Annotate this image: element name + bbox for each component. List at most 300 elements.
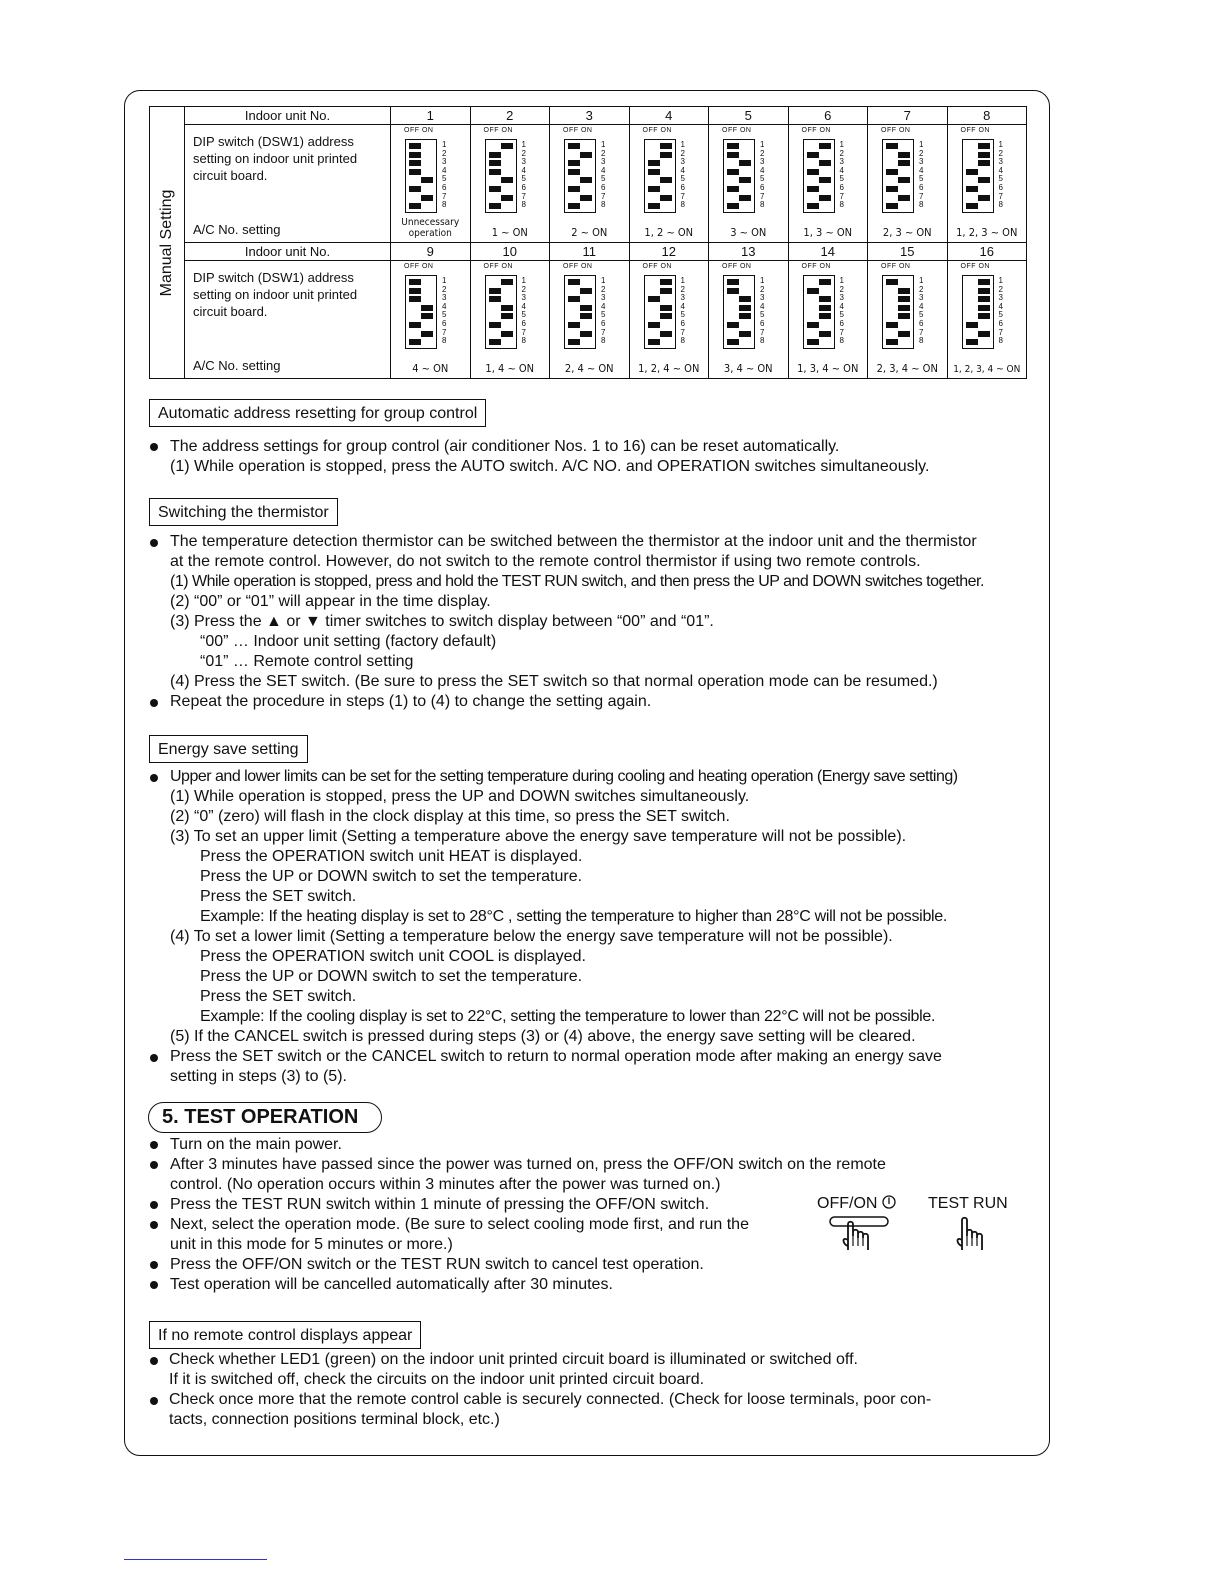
dip-switch-knob bbox=[489, 152, 501, 158]
dip-cell bbox=[868, 261, 948, 379]
offon-header: OFF ON bbox=[642, 263, 672, 270]
dip-switch-position bbox=[568, 152, 592, 158]
dip-switch-knob bbox=[966, 169, 978, 175]
dip-switch-position bbox=[489, 186, 513, 192]
ac-no-setting-value: 2, 4 ~ ON bbox=[564, 362, 614, 375]
switch-number: 3 bbox=[998, 157, 1003, 167]
dip-switch-position bbox=[807, 288, 831, 294]
bullet-icon bbox=[150, 1141, 158, 1149]
dip-cell bbox=[470, 261, 550, 379]
switch-number: 3 bbox=[839, 293, 844, 303]
unit-number: 5 bbox=[709, 107, 789, 125]
switch-number: 4 bbox=[839, 165, 844, 175]
switch-number: 2 bbox=[680, 148, 685, 158]
no-display-line: Check whether LED1 (green) on the indoor unit printed circuit board is illuminated or switched off. bbox=[169, 1351, 858, 1368]
dip-cell bbox=[550, 261, 630, 379]
dip-switch-position bbox=[807, 322, 831, 328]
unit-number: 3 bbox=[550, 107, 630, 125]
dip-switch-position bbox=[648, 152, 672, 158]
dip-switch-knob bbox=[819, 296, 831, 302]
unit-number: 8 bbox=[947, 107, 1027, 125]
switch-number: 3 bbox=[919, 157, 924, 167]
dip-switch-graphic bbox=[471, 125, 550, 225]
offon-header: OFF ON bbox=[801, 127, 831, 134]
switch-number: 7 bbox=[521, 191, 526, 201]
testrun-switch-label: TEST RUN bbox=[928, 1195, 1008, 1212]
dip-switch-position bbox=[409, 169, 433, 175]
dip-switch-knob bbox=[898, 177, 910, 183]
dip-cell bbox=[629, 261, 709, 379]
dip-switch-knob bbox=[409, 169, 421, 175]
switch-number: 4 bbox=[680, 301, 685, 311]
description-line: circuit board. bbox=[193, 168, 268, 183]
dip-switch-position bbox=[966, 288, 990, 294]
dip-switch-position bbox=[966, 313, 990, 319]
dip-cell bbox=[947, 261, 1027, 379]
dip-switch-knob bbox=[807, 152, 819, 158]
bullet-icon bbox=[150, 539, 158, 547]
switch-number: 3 bbox=[760, 157, 765, 167]
dip-cell bbox=[550, 125, 630, 243]
dip-switch-knob bbox=[727, 279, 739, 285]
switch-number: 7 bbox=[680, 191, 685, 201]
unit-number: 9 bbox=[391, 243, 471, 261]
switch-number: 4 bbox=[839, 301, 844, 311]
dip-switch-knob bbox=[568, 339, 580, 345]
dip-switch-knob bbox=[580, 305, 592, 311]
dip-switch-knob bbox=[501, 279, 513, 285]
ac-no-setting-value: Unnecessary operation bbox=[401, 217, 460, 239]
energy-line: (1) While operation is stopped, press the UP and DOWN switches simultaneously. bbox=[170, 788, 750, 805]
dip-switch-knob bbox=[886, 322, 898, 328]
dip-switch-graphic bbox=[868, 125, 947, 225]
switch-number: 5 bbox=[839, 310, 844, 320]
dip-switch-knob bbox=[886, 203, 898, 209]
dip-switch-knob bbox=[409, 186, 421, 192]
dip-switch-position bbox=[648, 339, 672, 345]
switch-number: 5 bbox=[998, 310, 1003, 320]
dip-switch-knob bbox=[421, 195, 433, 201]
dip-switch-graphic bbox=[709, 125, 788, 225]
dip-switch-knob bbox=[409, 203, 421, 209]
dip-switch-knob bbox=[978, 143, 990, 149]
offon-header: OFF ON bbox=[960, 263, 990, 270]
switch-number: 6 bbox=[998, 183, 1003, 192]
dip-switch-graphic bbox=[630, 261, 709, 361]
bullet-icon bbox=[150, 1397, 158, 1405]
dip-switch-position bbox=[966, 169, 990, 175]
unit-number: 7 bbox=[868, 107, 948, 125]
offon-header: OFF ON bbox=[404, 127, 434, 134]
ac-no-setting-value: 4 ~ ON bbox=[412, 362, 449, 375]
dip-switch-graphic bbox=[948, 125, 1027, 225]
dip-description bbox=[185, 125, 391, 243]
dip-switch-knob bbox=[886, 339, 898, 345]
switch-number: 7 bbox=[919, 191, 924, 201]
bullet-icon bbox=[150, 1161, 158, 1169]
dip-switch-knob bbox=[978, 152, 990, 158]
dip-switch-position bbox=[409, 322, 433, 328]
dip-switch-knob bbox=[409, 160, 421, 166]
dip-switch-knob bbox=[409, 143, 421, 149]
ac-no-setting-value: 1, 4 ~ ON bbox=[485, 362, 535, 375]
ac-no-setting-value: 2 ~ ON bbox=[571, 226, 608, 239]
dip-switch-position bbox=[807, 195, 831, 201]
dip-switch-graphic bbox=[868, 261, 947, 361]
dip-switch-position bbox=[409, 305, 433, 311]
switch-number: 2 bbox=[998, 148, 1003, 158]
dip-switch-knob bbox=[727, 169, 739, 175]
dip-switch-knob bbox=[648, 203, 660, 209]
ac-no-label: A/C No. setting bbox=[193, 358, 281, 373]
dip-switch-knob bbox=[580, 288, 592, 294]
dip-switch-knob bbox=[568, 322, 580, 328]
switch-number: 8 bbox=[839, 200, 844, 210]
offon-switch-label bbox=[817, 1194, 896, 1214]
dip-switch-position bbox=[409, 160, 433, 166]
dip-switch-position bbox=[886, 143, 910, 149]
offon-header: OFF ON bbox=[801, 263, 831, 270]
energy-line: Press the SET switch. bbox=[200, 888, 357, 905]
switch-number: 2 bbox=[680, 284, 685, 294]
dip-switch-graphic bbox=[391, 125, 470, 225]
thermistor-line: Repeat the procedure in steps (1) to (4) to change the setting again. bbox=[170, 693, 652, 710]
switch-number: 2 bbox=[839, 148, 844, 158]
dip-switch-body bbox=[962, 139, 994, 213]
switch-number: 1 bbox=[521, 140, 526, 149]
dip-switch-position bbox=[966, 331, 990, 337]
switch-number: 7 bbox=[998, 327, 1003, 337]
dip-switch-position bbox=[727, 177, 751, 183]
dip-switch-position bbox=[886, 160, 910, 166]
dip-switch-knob bbox=[660, 177, 672, 183]
dip-switch-knob bbox=[727, 186, 739, 192]
switch-number: 7 bbox=[680, 327, 685, 337]
thermistor-line: at the remote control. However, do not switch to the remote control thermistor if using two remote controls. bbox=[170, 553, 921, 570]
switch-number: 2 bbox=[521, 284, 526, 294]
description-line: setting on indoor unit printed bbox=[193, 151, 358, 166]
dip-switch-body bbox=[485, 275, 517, 349]
dip-switch-body bbox=[723, 139, 755, 213]
switch-number: 7 bbox=[601, 327, 606, 337]
dip-switch-position bbox=[568, 305, 592, 311]
dip-switch-position bbox=[807, 203, 831, 209]
dip-switch-knob bbox=[966, 339, 978, 345]
dip-cell bbox=[868, 125, 948, 243]
offon-button-hand-icon bbox=[828, 1214, 892, 1252]
dip-switch-knob bbox=[501, 177, 513, 183]
dip-switch-position bbox=[489, 296, 513, 302]
dip-switch-position bbox=[409, 195, 433, 201]
dip-switch-position bbox=[807, 331, 831, 337]
dip-switch-knob bbox=[898, 296, 910, 302]
dip-switch-position bbox=[727, 143, 751, 149]
dip-switch-knob bbox=[568, 186, 580, 192]
dip-switch-knob bbox=[727, 203, 739, 209]
dip-switch-knob bbox=[421, 331, 433, 337]
switch-number: 3 bbox=[680, 157, 685, 167]
switch-number: 6 bbox=[521, 183, 526, 192]
switch-number: 5 bbox=[680, 310, 685, 320]
bullet-icon bbox=[150, 774, 158, 782]
dip-switch-position bbox=[807, 186, 831, 192]
footer-link-underline bbox=[124, 1559, 267, 1560]
offon-header: OFF ON bbox=[881, 263, 911, 270]
dip-switch-graphic bbox=[789, 125, 868, 225]
dip-switch-knob bbox=[580, 177, 592, 183]
dip-switch-knob bbox=[819, 331, 831, 337]
switch-number: 6 bbox=[680, 319, 685, 328]
dip-switch-knob bbox=[727, 288, 739, 294]
switch-number: 1 bbox=[680, 140, 685, 149]
dip-switch-knob bbox=[568, 160, 580, 166]
switch-number: 5 bbox=[919, 174, 924, 184]
thermistor-title: Switching the thermistor bbox=[149, 498, 338, 526]
dip-switch-knob bbox=[898, 160, 910, 166]
dip-switch-position bbox=[489, 203, 513, 209]
dip-switch-position bbox=[489, 169, 513, 175]
dip-switch-body bbox=[644, 275, 676, 349]
bullet-icon bbox=[150, 1281, 158, 1289]
switch-number: 1 bbox=[442, 140, 447, 149]
switch-number: 6 bbox=[839, 319, 844, 328]
thermistor-line: (2) “00” or “01” will appear in the time display. bbox=[170, 593, 491, 610]
test-op-line: Press the OFF/ON switch or the TEST RUN switch to cancel test operation. bbox=[170, 1256, 704, 1273]
test-op-line: Next, select the operation mode. (Be sure to select cooling mode first, and run the bbox=[170, 1216, 749, 1233]
dip-switch-body bbox=[962, 275, 994, 349]
dip-switch-body bbox=[485, 139, 517, 213]
dip-switch-knob bbox=[978, 296, 990, 302]
dip-switch-position bbox=[409, 331, 433, 337]
dip-switch-knob bbox=[489, 203, 501, 209]
offon-header: OFF ON bbox=[642, 127, 672, 134]
dip-switch-knob bbox=[819, 305, 831, 311]
energy-line: Press the SET switch. bbox=[200, 988, 357, 1005]
test-op-line: control. (No operation occurs within 3 minutes after the power was turned on.) bbox=[170, 1176, 721, 1193]
offon-header: OFF ON bbox=[722, 263, 752, 270]
dip-switch-position bbox=[727, 305, 751, 311]
switch-number: 3 bbox=[442, 157, 447, 167]
dip-switch-graphic bbox=[550, 261, 629, 361]
dip-switch-position bbox=[648, 195, 672, 201]
switch-number: 7 bbox=[760, 191, 765, 201]
switch-number: 4 bbox=[442, 301, 447, 311]
dip-switch-body bbox=[882, 275, 914, 349]
test-op-line: Press the TEST RUN switch within 1 minute of pressing the OFF/ON switch. bbox=[170, 1196, 710, 1213]
switch-number: 3 bbox=[919, 293, 924, 303]
dip-switch-position bbox=[568, 143, 592, 149]
indoor-unit-header: Indoor unit No. bbox=[185, 243, 391, 261]
unit-number: 16 bbox=[947, 243, 1027, 261]
dip-switch-knob bbox=[489, 186, 501, 192]
dip-switch-position bbox=[886, 169, 910, 175]
dip-switch-position bbox=[489, 305, 513, 311]
switch-number: 1 bbox=[998, 140, 1003, 149]
dip-switch-knob bbox=[409, 279, 421, 285]
dip-switch-position bbox=[489, 288, 513, 294]
switch-number: 6 bbox=[760, 183, 765, 192]
dip-switch-position bbox=[568, 203, 592, 209]
dip-switch-position bbox=[727, 288, 751, 294]
dip-switch-knob bbox=[660, 195, 672, 201]
switch-number: 3 bbox=[601, 293, 606, 303]
dip-switch-position bbox=[568, 296, 592, 302]
unit-number: 12 bbox=[629, 243, 709, 261]
dip-switch-knob bbox=[648, 169, 660, 175]
dip-switch-position bbox=[727, 152, 751, 158]
unit-number: 4 bbox=[629, 107, 709, 125]
dip-switch-body bbox=[723, 275, 755, 349]
switch-number: 4 bbox=[601, 301, 606, 311]
bullet-icon bbox=[150, 443, 158, 451]
dip-switch-position bbox=[886, 288, 910, 294]
dip-cell bbox=[947, 125, 1027, 243]
dip-switch-position bbox=[568, 195, 592, 201]
dip-switch-knob bbox=[660, 143, 672, 149]
bullet-icon bbox=[150, 1201, 158, 1209]
dip-switch-position bbox=[489, 279, 513, 285]
switch-number: 6 bbox=[998, 319, 1003, 328]
switch-number: 5 bbox=[601, 174, 606, 184]
dip-switch-position bbox=[727, 313, 751, 319]
switch-number: 2 bbox=[919, 148, 924, 158]
dip-switch-position bbox=[568, 160, 592, 166]
dip-description bbox=[185, 261, 391, 379]
dip-switch-body bbox=[405, 139, 437, 213]
dip-switch-knob bbox=[886, 143, 898, 149]
dip-switch-position bbox=[727, 339, 751, 345]
dip-switch-knob bbox=[409, 288, 421, 294]
dip-switch-position bbox=[807, 169, 831, 175]
dip-switch-position bbox=[489, 195, 513, 201]
dip-switch-knob bbox=[966, 203, 978, 209]
dip-cell bbox=[709, 125, 789, 243]
dip-switch-position bbox=[409, 288, 433, 294]
switch-number: 2 bbox=[998, 284, 1003, 294]
dip-switch-knob bbox=[898, 152, 910, 158]
dip-switch-position bbox=[568, 186, 592, 192]
switch-number: 7 bbox=[919, 327, 924, 337]
switch-number: 2 bbox=[601, 284, 606, 294]
description-line: DIP switch (DSW1) address bbox=[193, 270, 354, 285]
switch-number: 3 bbox=[442, 293, 447, 303]
switch-number: 6 bbox=[760, 319, 765, 328]
dip-switch-position bbox=[886, 305, 910, 311]
dip-switch-position bbox=[568, 177, 592, 183]
switch-number: 1 bbox=[601, 276, 606, 285]
dip-switch-position bbox=[727, 195, 751, 201]
dip-switch-knob bbox=[568, 279, 580, 285]
dip-switch-knob bbox=[966, 186, 978, 192]
switch-number: 6 bbox=[601, 319, 606, 328]
switch-number: 3 bbox=[521, 293, 526, 303]
dip-cell bbox=[788, 125, 868, 243]
dip-switch-graphic bbox=[789, 261, 868, 361]
dip-switch-position bbox=[648, 288, 672, 294]
dip-switch-position bbox=[966, 322, 990, 328]
switch-number: 4 bbox=[919, 165, 924, 175]
switch-number: 3 bbox=[839, 157, 844, 167]
switch-number: 8 bbox=[521, 200, 526, 210]
dip-switch-knob bbox=[978, 331, 990, 337]
switch-number: 5 bbox=[919, 310, 924, 320]
dip-switch-position bbox=[807, 339, 831, 345]
no-display-line: Check once more that the remote control cable is securely connected. (Check for loose terminals, poor con- bbox=[169, 1391, 932, 1408]
dip-switch-knob bbox=[501, 143, 513, 149]
switch-number: 8 bbox=[919, 200, 924, 210]
dip-switch-knob bbox=[648, 296, 660, 302]
energy-line: Press the OPERATION switch unit HEAT is displayed. bbox=[200, 848, 583, 865]
description-line: setting on indoor unit printed bbox=[193, 287, 358, 302]
offon-header: OFF ON bbox=[722, 127, 752, 134]
switch-number: 4 bbox=[760, 301, 765, 311]
dip-switch-position bbox=[966, 186, 990, 192]
dip-switch-position bbox=[568, 322, 592, 328]
switch-number: 7 bbox=[839, 327, 844, 337]
dip-switch-graphic bbox=[391, 261, 470, 361]
dip-switch-position bbox=[568, 279, 592, 285]
ac-no-setting-value: 1, 2 ~ ON bbox=[644, 226, 694, 239]
dip-switch-position bbox=[568, 313, 592, 319]
dip-switch-knob bbox=[489, 322, 501, 328]
switch-number: 5 bbox=[442, 174, 447, 184]
switch-number: 3 bbox=[680, 293, 685, 303]
ac-no-setting-value: 1, 3, 4 ~ ON bbox=[797, 362, 859, 375]
switch-number: 8 bbox=[601, 200, 606, 210]
switch-number: 8 bbox=[998, 200, 1003, 210]
dip-switch-position bbox=[568, 331, 592, 337]
indoor-unit-header: Indoor unit No. bbox=[185, 107, 391, 125]
switch-number: 8 bbox=[760, 200, 765, 210]
switch-number: 1 bbox=[839, 276, 844, 285]
dip-switch-position bbox=[648, 186, 672, 192]
switch-number: 6 bbox=[680, 183, 685, 192]
dip-switch-position bbox=[966, 195, 990, 201]
dip-switch-knob bbox=[421, 305, 433, 311]
unit-number: 14 bbox=[788, 243, 868, 261]
switch-number: 3 bbox=[998, 293, 1003, 303]
dip-switch-position bbox=[409, 152, 433, 158]
dip-switch-knob bbox=[568, 143, 580, 149]
dip-switch-position bbox=[966, 203, 990, 209]
dip-switch-position bbox=[648, 296, 672, 302]
dip-switch-knob bbox=[886, 186, 898, 192]
dip-switch-position bbox=[886, 313, 910, 319]
dip-switch-position bbox=[489, 177, 513, 183]
dip-switch-position bbox=[489, 339, 513, 345]
switch-number: 6 bbox=[919, 183, 924, 192]
dip-cell bbox=[391, 125, 471, 243]
switch-number: 8 bbox=[998, 336, 1003, 346]
switch-number: 1 bbox=[760, 140, 765, 149]
dip-switch-position bbox=[648, 169, 672, 175]
ac-no-setting-value: 1, 2, 4 ~ ON bbox=[638, 362, 700, 375]
switch-number: 6 bbox=[442, 183, 447, 192]
unit-number: 6 bbox=[788, 107, 868, 125]
switch-number: 7 bbox=[521, 327, 526, 337]
dip-switch-knob bbox=[409, 152, 421, 158]
dip-switch-knob bbox=[739, 313, 751, 319]
offon-header: OFF ON bbox=[483, 263, 513, 270]
manual-setting-label: Manual Setting bbox=[158, 189, 175, 296]
testrun-button-hand-icon bbox=[950, 1212, 998, 1252]
switch-number: 8 bbox=[601, 336, 606, 346]
switch-number: 4 bbox=[521, 165, 526, 175]
switch-number: 8 bbox=[680, 200, 685, 210]
switch-number: 5 bbox=[680, 174, 685, 184]
switch-number: 6 bbox=[919, 319, 924, 328]
dip-cell bbox=[470, 125, 550, 243]
